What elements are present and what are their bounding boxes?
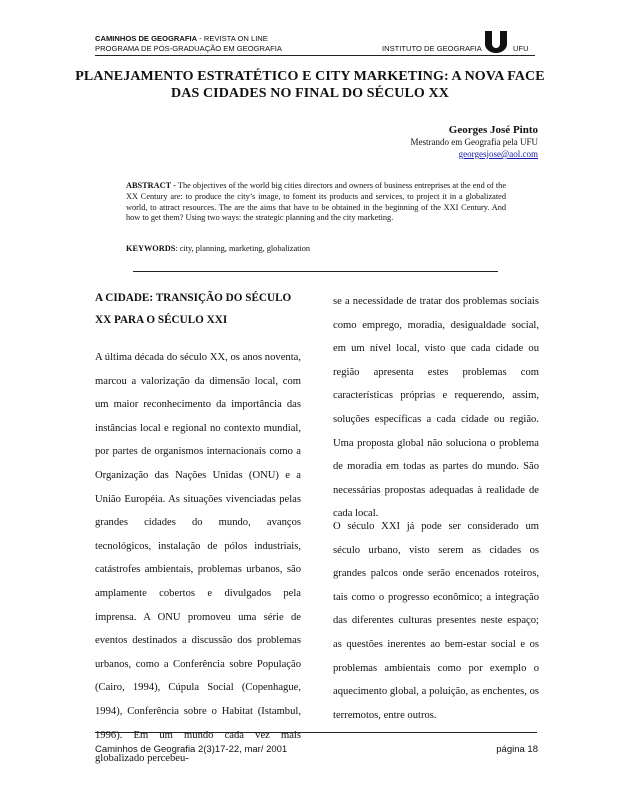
article-title: PLANEJAMENTO ESTRATÉTICO E CITY MARKETING: A NOVA FACE DAS CIDADES NO FINAL DO SÉCULO XX bbox=[75, 69, 545, 101]
journal-name: CAMINHOS DE GEOGRAFIA bbox=[95, 34, 198, 43]
program-name: PROGRAMA DE PÓS-GRADUAÇÃO EM GEOGRAFIA bbox=[95, 44, 282, 53]
author-block bbox=[411, 124, 538, 160]
keywords bbox=[126, 244, 506, 253]
abstract-text: The objectives of the world big cities directors and owners of business entreprises at the end of the XX Century are: to produce the city’s image, to foment its products and services, to project it in a globalizated world, to attract resources. The are the aims that have to be obtained in the beginning of the XXI Century. And how to get them? Using two ways: the strategic planning and the city marketing. bbox=[126, 181, 507, 223]
institute-name: INSTITUTO DE GEOGRAFIA bbox=[382, 44, 482, 53]
abstract-label: ABSTRACT - bbox=[126, 181, 176, 190]
footer-citation: Caminhos de Geografia 2(3)17-22, mar/ 2001 bbox=[95, 744, 288, 755]
university-logo-icon bbox=[484, 31, 508, 53]
body-paragraph-right-1: se a necessidade de tratar dos problemas sociais como emprego, moradia, desigualdade social, em um nível local, visto que cada cidade ou região apresenta estes problemas com características próprias e requerendo, assim, soluções específicas a cada cidade ou região. Uma proposta global não soluciona o problema de moradia em todas as partes do mundo. São necessárias propostas adequadas à realidade de cada local. bbox=[333, 296, 539, 520]
section-heading: A CIDADE: TRANSIÇÃO DO SÉCULO XX PARA O SÉCULO XXI bbox=[95, 292, 292, 326]
author-affiliation: Mestrando em Geografia pela UFU bbox=[410, 137, 538, 147]
page-number: página 18 bbox=[496, 744, 538, 755]
journal-name-line bbox=[95, 34, 282, 44]
journal-header bbox=[95, 34, 282, 54]
university-name: UFU bbox=[513, 44, 529, 53]
header-divider bbox=[95, 55, 535, 56]
author-email-link[interactable]: georgesjose@aol.com bbox=[458, 149, 538, 159]
footer-divider bbox=[95, 732, 537, 733]
section-divider bbox=[133, 271, 498, 272]
keywords-label: KEYWORDS bbox=[126, 244, 176, 253]
journal-subtitle: - REVISTA ON LINE bbox=[197, 34, 268, 43]
body-paragraph-right-2: O século XXI já pode ser considerado um século urbano, visto serem as cidades os grandes palcos onde serão encenados roteiros, tais como o progresso econômico; a integração das diferentes culturas presentes neste espaço; as questões inerentes ao bem-estar social e os problemas ambientais como por exemplo o aquecimento global, a poluição, as enchentes, os terremotos, entre outros. bbox=[333, 521, 539, 721]
abstract bbox=[126, 181, 506, 224]
body-paragraph-left: A última década do século XX, os anos noventa, marcou a valorização da dimensão local, com um maior reconhecimento da importância das instâncias local e regional no contexto mundial, por partes de organismos internacionais como a Organização das Nações Unidas (ONU) e a União Européia. As situações vivenciadas pelas grandes cidades do mundo, avanços tecnológicos, instalação de pólos industriais, catástrofes ambientais, problemas urbanos, são amplamente cobertos e divulgados pela imprensa. A ONU promoveu uma série de eventos destinados a discussão dos problemas urbanos, como a Conferência sobre População (Cairo, 1994), Cúpula Social (Copenhague, 1994), Conferência sobre o Habitat (Istambul, 1996). Em um mundo cada vez mais globalizado percebeu- bbox=[95, 352, 301, 765]
keywords-text: : city, planning, marketing, globalization bbox=[175, 244, 311, 253]
author-name: Georges José Pinto bbox=[448, 124, 538, 136]
